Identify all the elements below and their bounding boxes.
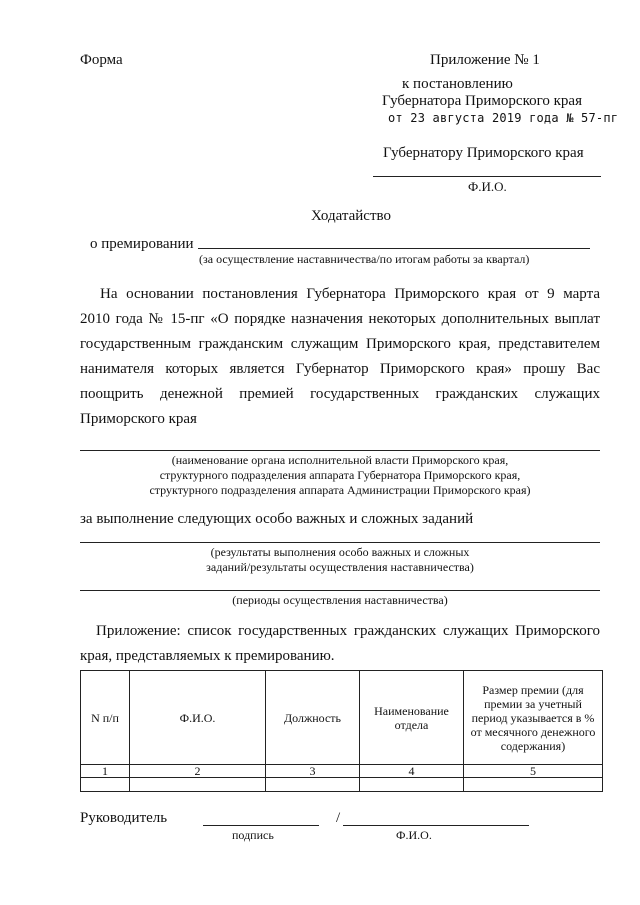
appendix-title: Приложение № 1 <box>430 52 540 68</box>
appendix-line-3: Губернатора Приморского края <box>382 93 582 109</box>
org-caption-3: структурного подразделения аппарата Администрации Приморского края) <box>149 483 531 497</box>
col-fio-header: Ф.И.О. <box>130 671 266 765</box>
org-fill-line <box>80 450 600 451</box>
col-bonus-header: Размер премии (для премии за учетный период указывается в % от месячного денежного содержания) <box>464 671 603 765</box>
signature-slash: / <box>336 810 341 826</box>
table-number-row <box>81 765 603 778</box>
signature-fio-line <box>343 825 529 826</box>
attachment-line-1: Приложение: список государственных гражданских служащих Приморского <box>96 623 600 639</box>
addressee-fio-caption: Ф.И.О. <box>468 179 507 194</box>
col-number-index: 1 <box>81 765 130 778</box>
appendix-date-stamp: от 23 августа 2019 года № 57-пг <box>388 111 619 125</box>
results-caption-1: (результаты выполнения особо важных и сложных <box>210 545 470 559</box>
bonus-fill-line <box>198 248 590 249</box>
attachment-line-2: края, представляемых к премированию. <box>80 648 335 664</box>
col-department-header: Наименование отдела <box>360 671 464 765</box>
form-label: Форма <box>80 52 123 68</box>
periods-fill-line <box>80 590 600 591</box>
col-bonus-index: 5 <box>464 765 603 778</box>
body-line-3: государственным гражданским служащим Приморского края, представителем <box>80 336 600 352</box>
org-caption-1: (наименование органа исполнительной власти Приморского края, <box>171 453 509 467</box>
periods-caption: (периоды осуществления наставничества) <box>232 593 448 607</box>
table-cell <box>360 778 464 792</box>
signature-sign-caption: подпись <box>232 828 274 842</box>
signature-label: Руководитель <box>80 810 168 826</box>
table-cell <box>266 778 360 792</box>
body-last-line: Приморского края <box>80 411 197 427</box>
appendix-line-2: к постановлению <box>402 76 513 92</box>
tasks-label: за выполнение следующих особо важных и сложных заданий <box>80 511 474 527</box>
results-caption-2: заданий/результаты осуществления наставничества) <box>206 560 474 574</box>
table-header-row <box>81 671 603 765</box>
body-line-2: 2010 года № 15-пг «О порядке назначения некоторых дополнительных выплат <box>80 311 600 327</box>
table-row <box>81 778 603 792</box>
body-line-5: поощрить денежной премией государственных гражданских служащих <box>80 386 600 402</box>
table-cell <box>464 778 603 792</box>
document-title: Ходатайство <box>311 208 391 224</box>
org-caption-2: структурного подразделения аппарата Губернатора Приморского края, <box>159 468 521 482</box>
addressee: Губернатору Приморского края <box>383 145 584 161</box>
table-cell <box>130 778 266 792</box>
bonus-label: о премировании <box>90 236 194 252</box>
col-position-index: 3 <box>266 765 360 778</box>
employees-table <box>80 670 603 792</box>
signature-line <box>203 825 319 826</box>
body-line-4: нанимателя которых является Губернатор Приморского края» прошу Вас <box>80 361 600 377</box>
tasks-fill-line <box>80 542 600 543</box>
body-line-1: На основании постановления Губернатора Приморского края от 9 марта <box>100 286 600 302</box>
col-position-header: Должность <box>266 671 360 765</box>
table-cell <box>81 778 130 792</box>
col-department-index: 4 <box>360 765 464 778</box>
signature-fio-caption: Ф.И.О. <box>396 828 432 842</box>
col-fio-index: 2 <box>130 765 266 778</box>
bonus-caption: (за осуществление наставничества/по итогам работы за квартал) <box>199 252 530 266</box>
col-number-header: N п/п <box>81 671 130 765</box>
addressee-fio-line <box>373 176 601 177</box>
